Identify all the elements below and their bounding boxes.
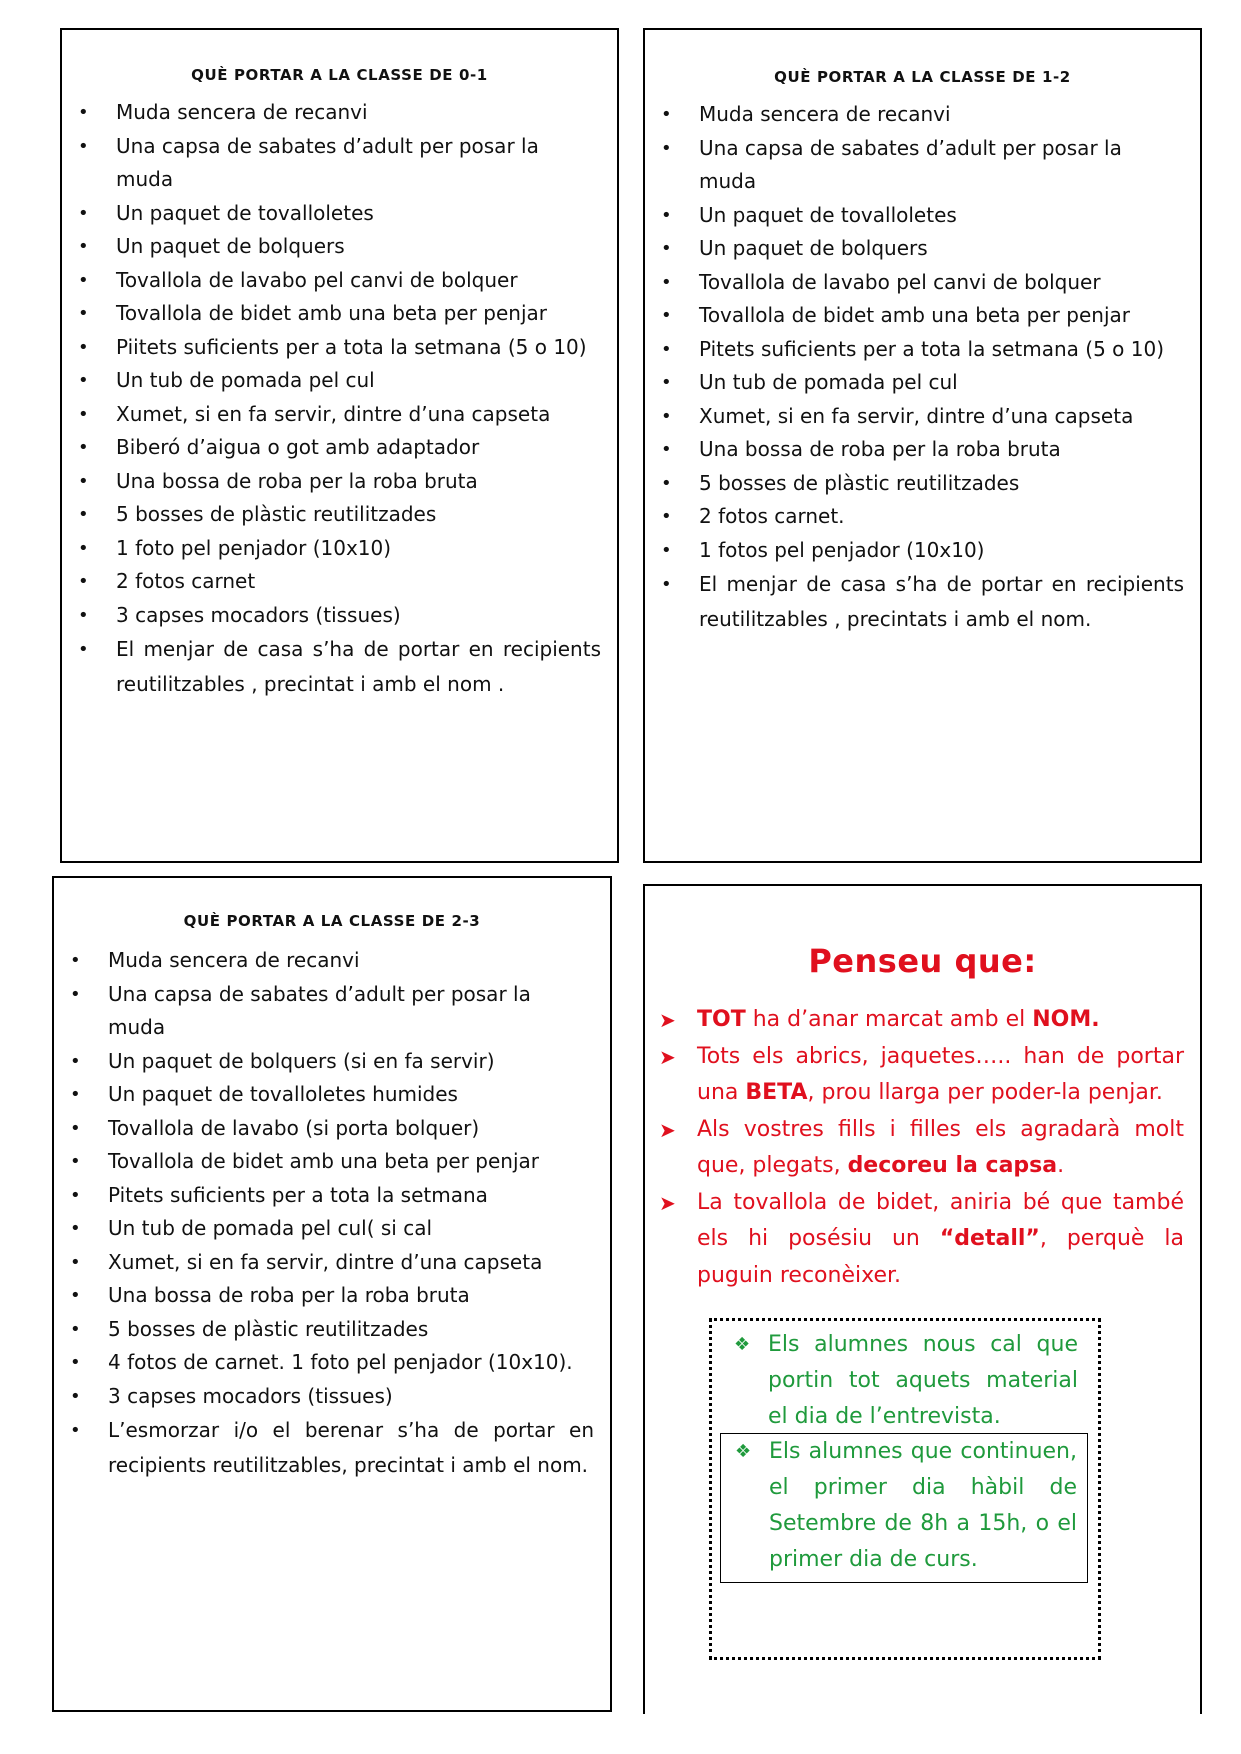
reminder-item-detall xyxy=(659,1185,1184,1295)
list-item: • Un tub de pomada pel cul xyxy=(645,366,1184,400)
class-2-3-list xyxy=(54,944,610,1483)
arrow-bullet-icon: ➤ xyxy=(659,1008,676,1032)
list-item: • Xumet, si en fa servir, dintre d’una capseta xyxy=(645,400,1184,434)
penseu-que-box xyxy=(643,884,1202,1714)
reminder-item-capsa xyxy=(659,1112,1184,1185)
class-0-1-box xyxy=(60,28,619,863)
penseu-que-title: Penseu que: xyxy=(808,942,1037,980)
list-item: • Tovallola de lavabo (si porta bolquer) xyxy=(54,1112,594,1146)
reminder-text: ha d’anar marcat amb el xyxy=(745,1007,1033,1032)
reminder-item-name xyxy=(659,1002,1184,1039)
list-item: • 1 foto pel penjador (10x10) xyxy=(62,532,601,566)
class-0-1-title: QUÈ PORTAR A LA CLASSE DE 0-1 xyxy=(191,66,488,84)
list-item: • Una bossa de roba per la roba bruta xyxy=(645,433,1184,467)
class-1-2-box xyxy=(643,28,1202,863)
diamond-bullet-icon: ❖ xyxy=(735,1441,752,1462)
note-text: Els alumnes que continuen, el primer dia hàbil de Setembre de 8h a 15h, o el primer dia de curs. xyxy=(769,1439,1077,1572)
emphasis-text: “detall” xyxy=(939,1226,1040,1251)
reminder-list xyxy=(645,1002,1200,1294)
list-item: • 4 fotos de carnet. 1 foto pel penjador (10x10). xyxy=(54,1346,594,1380)
reminder-text: , prou llarga per poder-la penjar. xyxy=(807,1080,1163,1105)
list-item: • 5 bosses de plàstic reutilitzades xyxy=(645,467,1184,501)
arrow-bullet-icon: ➤ xyxy=(659,1044,676,1069)
class-2-3-title: QUÈ PORTAR A LA CLASSE DE 2-3 xyxy=(183,912,481,930)
class-2-3-box xyxy=(52,876,612,1712)
emphasis-text: NOM. xyxy=(1032,1007,1100,1032)
reminder-text: , perquè la puguin reconèixer. xyxy=(697,1226,1184,1288)
list-item: • 2 fotos carnet xyxy=(62,565,601,599)
list-item: • Un paquet de bolquers xyxy=(62,230,601,264)
class-0-1-list xyxy=(62,96,617,702)
list-item: • Tovallola de bidet amb una beta per penjar xyxy=(54,1145,594,1179)
reminder-item-beta xyxy=(659,1039,1184,1112)
list-item: • Muda sencera de recanvi xyxy=(54,944,594,978)
note-continuing-students xyxy=(720,1433,1088,1583)
list-item: • Una bossa de roba per la roba bruta xyxy=(54,1279,594,1313)
arrow-bullet-icon: ➤ xyxy=(659,1190,676,1215)
list-item: • El menjar de casa s’ha de portar en recipients reutilitzables , precintat i amb el nom . xyxy=(62,632,601,702)
list-item: • 3 capses mocadors (tissues) xyxy=(54,1380,594,1414)
list-item: • Un tub de pomada pel cul( si cal xyxy=(54,1212,594,1246)
list-item: • Muda sencera de recanvi xyxy=(645,98,1184,132)
list-item: • 2 fotos carnet. xyxy=(645,500,1184,534)
note-text: Els alumnes nous cal que portin tot aquets material el dia de l’entrevista. xyxy=(768,1332,1078,1429)
list-item: • Xumet, si en fa servir, dintre d’una capseta xyxy=(62,398,601,432)
emphasis-text: decoreu la capsa xyxy=(847,1153,1058,1178)
list-item: • Pitets suficients per a tota la setmana (5 o 10) xyxy=(645,333,1184,367)
emphasis-text: TOT xyxy=(697,1007,746,1032)
list-item: • Un paquet de tovalloletes xyxy=(62,197,601,231)
list-item: • Tovallola de bidet amb una beta per penjar xyxy=(62,297,601,331)
list-item: • Muda sencera de recanvi xyxy=(62,96,601,130)
list-item: • 5 bosses de plàstic reutilitzades xyxy=(54,1313,594,1347)
diamond-bullet-icon: ❖ xyxy=(734,1334,751,1355)
list-item: • 1 fotos pel penjador (10x10) xyxy=(645,534,1184,568)
reminder-text: La tovallola de bidet, aniria bé que també els hi posésiu un xyxy=(697,1189,1184,1251)
reminder-text: Tots els abrics, jaquetes….. han de portar una xyxy=(697,1043,1184,1105)
list-item: • Un paquet de bolquers xyxy=(645,232,1184,266)
list-item: • Tovallola de lavabo pel canvi de bolquer xyxy=(62,264,601,298)
list-item: • Un paquet de tovalloletes humides xyxy=(54,1078,594,1112)
class-1-2-title: QUÈ PORTAR A LA CLASSE DE 1-2 xyxy=(774,68,1071,86)
emphasis-text: BETA xyxy=(745,1080,808,1105)
list-item: • Una capsa de sabates d’adult per posar la muda xyxy=(54,978,594,1045)
list-item: • Tovallola de bidet amb una beta per penjar xyxy=(645,299,1184,333)
list-item: • Una bossa de roba per la roba bruta xyxy=(62,465,601,499)
list-item: • Un tub de pomada pel cul xyxy=(62,364,601,398)
list-item: • 3 capses mocadors (tissues) xyxy=(62,599,601,633)
class-1-2-list xyxy=(645,98,1200,637)
list-item: • El menjar de casa s’ha de portar en recipients reutilitzables , precintats i amb el nom. xyxy=(645,567,1184,637)
list-item: • Un paquet de bolquers (si en fa servir) xyxy=(54,1045,594,1079)
list-item: • L’esmorzar i/o el berenar s’ha de portar en recipients reutilitzables, precintat i amb el nom. xyxy=(54,1413,594,1483)
list-item: • 5 bosses de plàstic reutilitzades xyxy=(62,498,601,532)
reminder-text: . xyxy=(1057,1153,1065,1178)
reminder-text: Als vostres fills i filles els agradarà molt que, plegats, xyxy=(697,1116,1184,1178)
list-item: • Una capsa de sabates d’adult per posar la muda xyxy=(645,132,1184,199)
list-item: • Biberó d’aigua o got amb adaptador xyxy=(62,431,601,465)
list-item: • Xumet, si en fa servir, dintre d’una capseta xyxy=(54,1246,594,1280)
list-item: • Un paquet de tovalloletes xyxy=(645,199,1184,233)
list-item: • Pitets suficients per a tota la setmana xyxy=(54,1179,594,1213)
list-item: • Piitets suficients per a tota la setmana (5 o 10) xyxy=(62,331,601,365)
list-item: • Una capsa de sabates d’adult per posar la muda xyxy=(62,130,601,197)
arrow-bullet-icon: ➤ xyxy=(659,1117,676,1142)
notes-dotted-frame xyxy=(709,1318,1101,1660)
note-new-students xyxy=(720,1327,1088,1435)
list-item: • Tovallola de lavabo pel canvi de bolquer xyxy=(645,266,1184,300)
